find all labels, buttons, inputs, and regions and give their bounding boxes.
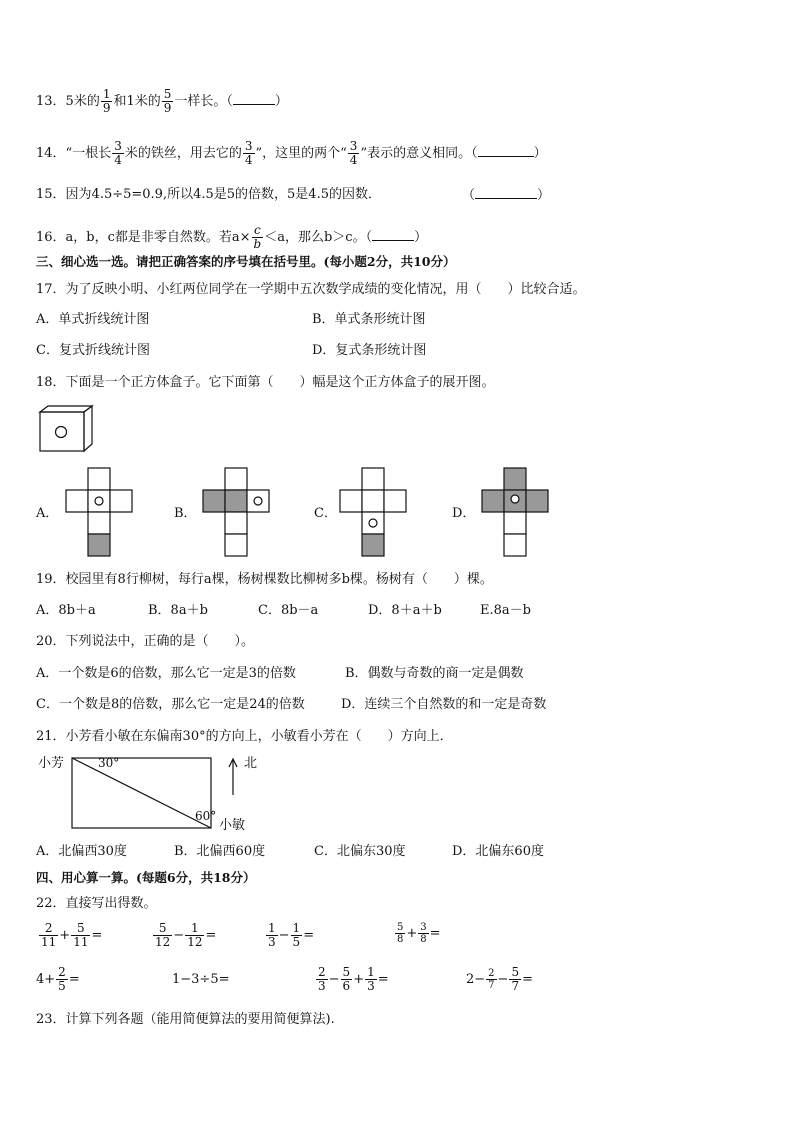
question-14: 14．“一根长 $\frac{3}{4}$ 米的铁丝，用去它的 $\frac{3}{4}$ ”，这里的两个“ $\frac{3}{4}$ ”表示的意义相同。（ ） (36, 139, 547, 167)
calc-3: $\frac{1}{3}$ − $\frac{1}{5}$ = (268, 921, 315, 949)
question-15: 15．因为4.5÷5=0.9,所以4.5是5的倍数，5是4.5的因数． (36, 187, 381, 202)
section-4-heading: 四、用心算一算。(每题6分，共18分） (36, 870, 256, 885)
option-18-d[interactable]: D． (452, 506, 476, 521)
fraction: $\frac{5}{9}$ (163, 87, 172, 115)
calc-5: 4+ $\frac{2}{5}$ = (36, 965, 80, 993)
calc-7: $\frac{2}{3}$ − $\frac{5}{6}$ + $\frac{1}{3}$ = (318, 965, 389, 993)
question-21: 21．小芳看小敏在东偏南30°的方向上，小敏看小芳在（ ）方向上． (36, 729, 453, 744)
label-angle-60: 60° (195, 809, 217, 823)
option-19-d[interactable]: D．8＋a＋b (368, 603, 442, 618)
calc-4: $\frac{5}{8}$ + $\frac{3}{8}$ = (397, 922, 441, 945)
option-19-e[interactable]: E.8a－b (480, 603, 531, 618)
option-19-b[interactable]: B．8a＋b (148, 603, 208, 618)
question-20: 20．下列说法中，正确的是（ ）。 (36, 634, 255, 649)
question-15-answer: （ ） (462, 188, 551, 203)
option-17-c[interactable]: C．复式折线统计图 (36, 343, 150, 358)
calc-6: 1−3÷5= (172, 972, 230, 987)
label-xiaomin: 小敏 (219, 818, 246, 833)
fraction: $\frac{c}{b}$ (253, 223, 262, 251)
label-xiaofang: 小芳 (38, 756, 65, 771)
question-19: 19．校园里有8行柳树，每行a棵，杨树棵数比柳树多b棵。杨树有（ ）棵。 (36, 572, 493, 587)
option-18-a[interactable]: A． (36, 506, 59, 521)
question-22: 22．直接写出得数。 (36, 896, 157, 911)
option-21-a[interactable]: A．北偏西30度 (36, 844, 127, 859)
option-20-d[interactable]: D．连续三个自然数的和一定是奇数 (341, 697, 547, 712)
question-16: 16．a，b，c都是非零自然数。若a× $\frac{c}{b}$ ＜a，那么b＞c。（ ） (36, 223, 428, 251)
option-21-c[interactable]: C．北偏东30度 (314, 844, 406, 859)
option-19-c[interactable]: C．8b－a (258, 603, 319, 618)
section-3-heading: 三、细心选一选。请把正确答案的序号填在括号里。(每小题2分，共10分） (36, 254, 456, 269)
option-18-c[interactable]: C． (314, 506, 337, 521)
option-19-a[interactable]: A．8b＋a (36, 603, 96, 618)
question-18: 18．下面是一个正方体盒子。它下面第（ ）幅是这个正方体盒子的展开图。 (36, 375, 495, 390)
label-north: 北 (244, 756, 258, 771)
question-13: 13．5米的 $\frac{1}{9}$ 和1米的 $\frac{5}{9}$ 一样长。（ ） (36, 87, 288, 115)
question-17: 17．为了反映小明、小红两位同学在一学期中五次数学成绩的变化情况，用（ ）比较合适。 (36, 282, 586, 297)
fraction: $\frac{3}{4}$ (244, 139, 253, 167)
calc-8: 2− $\frac{2}{7}$ − $\frac{5}{7}$ = (466, 965, 533, 993)
option-20-b[interactable]: B．偶数与奇数的商一定是偶数 (345, 666, 524, 681)
option-17-d[interactable]: D．复式条形统计图 (312, 343, 427, 358)
label-angle-30: 30° (98, 756, 120, 770)
option-21-d[interactable]: D．北偏东60度 (452, 844, 544, 859)
option-20-a[interactable]: A．一个数是6的倍数，那么它一定是3的倍数 (36, 666, 296, 681)
calc-1: $\frac{2}{11}$ + $\frac{5}{11}$ = (41, 921, 103, 949)
fraction: $\frac{3}{4}$ (349, 139, 358, 167)
option-20-c[interactable]: C．一个数是8的倍数，那么它一定是24的倍数 (36, 697, 305, 712)
option-17-b[interactable]: B．单式条形统计图 (312, 312, 426, 327)
fraction: $\frac{1}{9}$ (102, 87, 111, 115)
option-18-b[interactable]: B． (174, 506, 197, 521)
calc-2: $\frac{5}{12}$ − $\frac{1}{12}$ = (155, 921, 217, 949)
fraction: $\frac{3}{4}$ (114, 139, 122, 167)
question-23: 23．计算下列各题（能用简便算法的要用简便算法). (36, 1012, 335, 1027)
option-21-b[interactable]: B．北偏西60度 (174, 844, 266, 859)
option-17-a[interactable]: A．单式折线统计图 (36, 312, 150, 327)
